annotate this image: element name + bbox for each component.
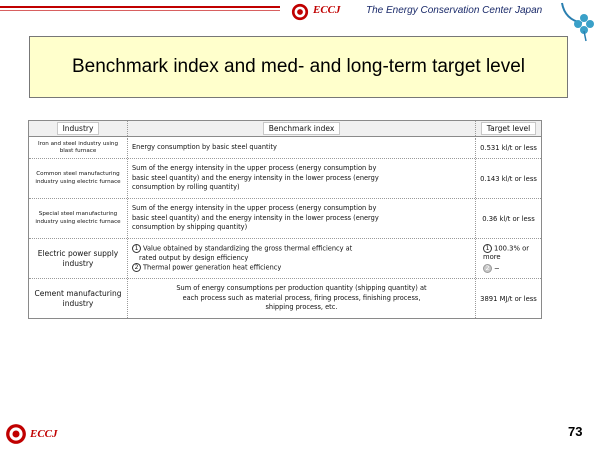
target-value: − — [494, 264, 500, 273]
slide-title-box — [29, 36, 568, 98]
table-header-row — [29, 121, 541, 137]
header-rule — [0, 6, 280, 8]
target-cell — [476, 239, 541, 278]
benchmark-line: each process such as material process, firing process, finishing process, — [182, 293, 421, 302]
footer-brand: ECCJ — [30, 428, 58, 440]
benchmark-line: shipping process, etc. — [265, 303, 338, 312]
benchmark-line: basic steel quantity) and the energy intensity in the lower process (energy — [132, 173, 379, 182]
column-header-industry: Industry — [57, 122, 100, 135]
benchmark-line: Sum of energy consumptions per production quantity (shipping quantity) at — [176, 284, 427, 293]
benchmark-cell — [128, 199, 476, 238]
target-cell: 3891 MJ/t or less — [480, 294, 537, 303]
circled-number-icon: 2 — [132, 263, 141, 272]
target-cell: 0.143 kl/t or less — [480, 174, 537, 183]
benchmark-line: Thermal power generation heat efficiency — [143, 263, 282, 272]
table-row — [29, 199, 541, 239]
target-value: 100.3% or more — [483, 244, 530, 261]
benchmark-cell — [128, 138, 476, 158]
benchmark-line: Sum of the energy intensity in the upper process (energy consumption by — [132, 164, 377, 173]
header-cell-target — [476, 121, 541, 136]
benchmark-cell — [128, 279, 476, 318]
benchmark-item — [132, 244, 471, 254]
eccj-footer-logo-icon — [5, 423, 27, 445]
industry-cell: Iron and steel industry using blast furnace — [29, 138, 128, 158]
header-cell-industry — [29, 121, 128, 136]
eccj-logo-icon — [291, 3, 309, 21]
table-row — [29, 239, 541, 279]
benchmark-line: consumption by shipping quantity) — [132, 223, 248, 232]
benchmark-line: basic steel quantity) and the energy intensity in the lower process (energy — [132, 213, 379, 222]
header-cell-benchmark — [128, 121, 476, 136]
column-header-target-level: Target level — [481, 122, 536, 135]
benchmark-line: rated output by design efficiency — [139, 253, 249, 262]
benchmark-cell — [128, 239, 476, 278]
industry-cell: Special steel manufacturing industry using electric furnace — [29, 199, 128, 238]
circled-number-icon: 1 — [483, 244, 492, 253]
benchmark-cell — [128, 159, 476, 198]
benchmark-line: Value obtained by standardizing the gross thermal efficiency at — [143, 244, 353, 253]
industry-cell: Cement manufacturing industry — [29, 279, 128, 318]
table-row — [29, 159, 541, 199]
header-organization: The Energy Conservation Center Japan — [366, 5, 543, 16]
slide-title: Benchmark index and med- and long-term target level — [71, 56, 526, 77]
page-number: 73 — [568, 424, 583, 439]
benchmark-line: Energy consumption by basic steel quantity — [132, 143, 277, 152]
benchmark-line: Sum of the energy intensity in the upper process (energy consumption by — [132, 204, 377, 213]
column-header-benchmark-index: Benchmark index — [263, 122, 341, 135]
industry-cell: Common steel manufacturing industry using electric furnace — [29, 159, 128, 198]
benchmark-table — [28, 120, 542, 319]
circled-number-icon: 2 — [483, 264, 492, 273]
target-item — [483, 264, 500, 273]
target-cell: 0.531 kl/t or less — [480, 144, 537, 152]
benchmark-line: consumption by rolling quantity) — [132, 183, 240, 192]
circled-number-icon: 1 — [132, 244, 141, 253]
benchmark-item — [132, 263, 471, 273]
table-row — [29, 279, 541, 318]
target-item — [483, 244, 541, 261]
industry-cell: Electric power supply industry — [29, 239, 128, 278]
target-cell: 0.36 kl/t or less — [482, 214, 535, 223]
header-brand: ECCJ — [313, 4, 341, 16]
table-row — [29, 138, 541, 159]
header-rule-thin — [0, 10, 280, 11]
